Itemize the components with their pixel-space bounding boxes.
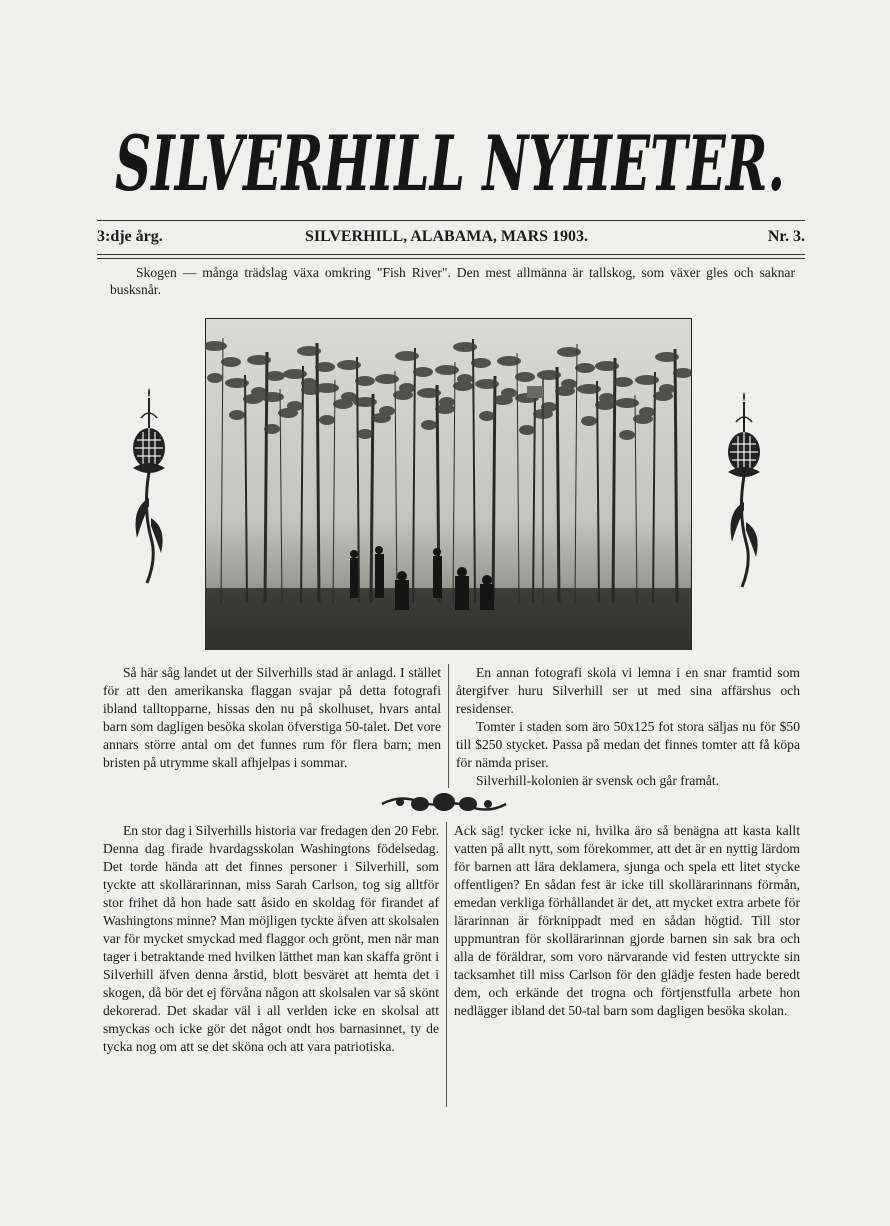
intro-paragraph: Skogen — många trädslag växa omkring "Fish River". Den mest allmänna är tallskog, som växer gles och saknar busksnår. [110, 265, 795, 297]
article1-right-p2: Tomter i staden som äro 50x125 fot stora säljas nu för $50 till $250 stycket. Passa på medan det finnes tomter att få köpa för nämda priser. [456, 719, 800, 770]
article2-column-rule [446, 822, 447, 1107]
section-divider-ornament [380, 790, 508, 818]
masthead-title [110, 100, 790, 220]
article1-left-text: Så här såg landet ut der Silverhills stad är anlagd. I stället för att den amerikanska flaggan svajar på detta fotografi ibland talltopparne, hissas den nu på skolhuset, hvars antal barn som dagligen besöka skolan öfverstiga 50-talet. Det vore annars större antal om det funnes rum för flera barn; men bristen på utrymme skall afhjelpas i sommar. [103, 665, 441, 770]
dateline [97, 228, 805, 250]
place-date: SILVERHILL, ALABAMA, MARS 1903. [305, 228, 589, 245]
forest-photo [205, 318, 692, 650]
article2-left-column [103, 822, 439, 1056]
article1-right-p1: En annan fotografi skola vi lemna i en snar framtid som återgifver huru Silverhill ser ut med sina affärshus och residenser. [456, 665, 800, 716]
article2-right-text: Ack säg! tycker icke ni, hvilka äro så benägna att kasta kallt vatten på allt nytt, som förekommer, att det är en nyttig lärdom för barnen att lära deklamera, sjunga och spela ett litet stycke offentligen? En sådan fest är icke till skollärarinnans förmån, emedan verkliga förhållandet är det, att mycket extra arbete för lärarinnan är förknippadt med en sådan högtid. Till stor uppmuntran för skollärarinnan gjorde barnen sin sak bra och alla de föräldrar, som voro närvarande vid festen uttryckte sin tacksamhet till miss Carlson för den glädje festen hade beredt dem, och erkände det trogna och förtjenstfulla arbete hon nedlägger ibland det 50-tal barn som dagligen besöka skolan. [454, 823, 800, 1018]
rule-mid-1 [97, 254, 805, 255]
article1-right-p3: Silverhill-kolonien är svensk och går framåt. [476, 773, 720, 788]
rule-top [97, 220, 805, 221]
volume-label: 3:dje årg. [97, 228, 163, 245]
thistle-ornament-right [722, 392, 766, 592]
issue-number: Nr. 3. [767, 228, 805, 245]
article1-column-rule [448, 664, 449, 788]
thistle-ornament-left [127, 388, 171, 588]
article2-left-text: En stor dag i Silverhills historia var fredagen den 20 Febr. Denna dag firade hvardagsskolan Washingtons födelsedag. Det torde hända att det finnes personer i Silverhill, som tyckte att skollärarinnan, miss Sarah Carlson, tog sig alltför stor frihet då hon hade satt åsido en skoldag för firandet af Washingtons minne? Man möjligen tyckte äfven att skolsalen var för mycket smyckad med flaggor och grönt, men när man tager i betraktande med hvilken lätthet man kan skaffa grönt i Silverhill äfven denna årstid, blott besväret att hemta det i skogen, då bör det ej förvåna någon att skolsalen var så skönt dekorerad. Det skadar väl i all verlden icke en skolsal att smyckas och icke gör det något ondt hos barnasinnet, ty de tycka nog om att se det sköna och att vara patriotiska. [103, 823, 439, 1054]
article1-right-column [456, 664, 800, 790]
rule-mid-2 [97, 258, 805, 259]
article2-right-column [454, 822, 800, 1020]
article1-left-column [103, 664, 441, 772]
masthead-text: SILVERHILL NYHETER. [115, 119, 785, 208]
